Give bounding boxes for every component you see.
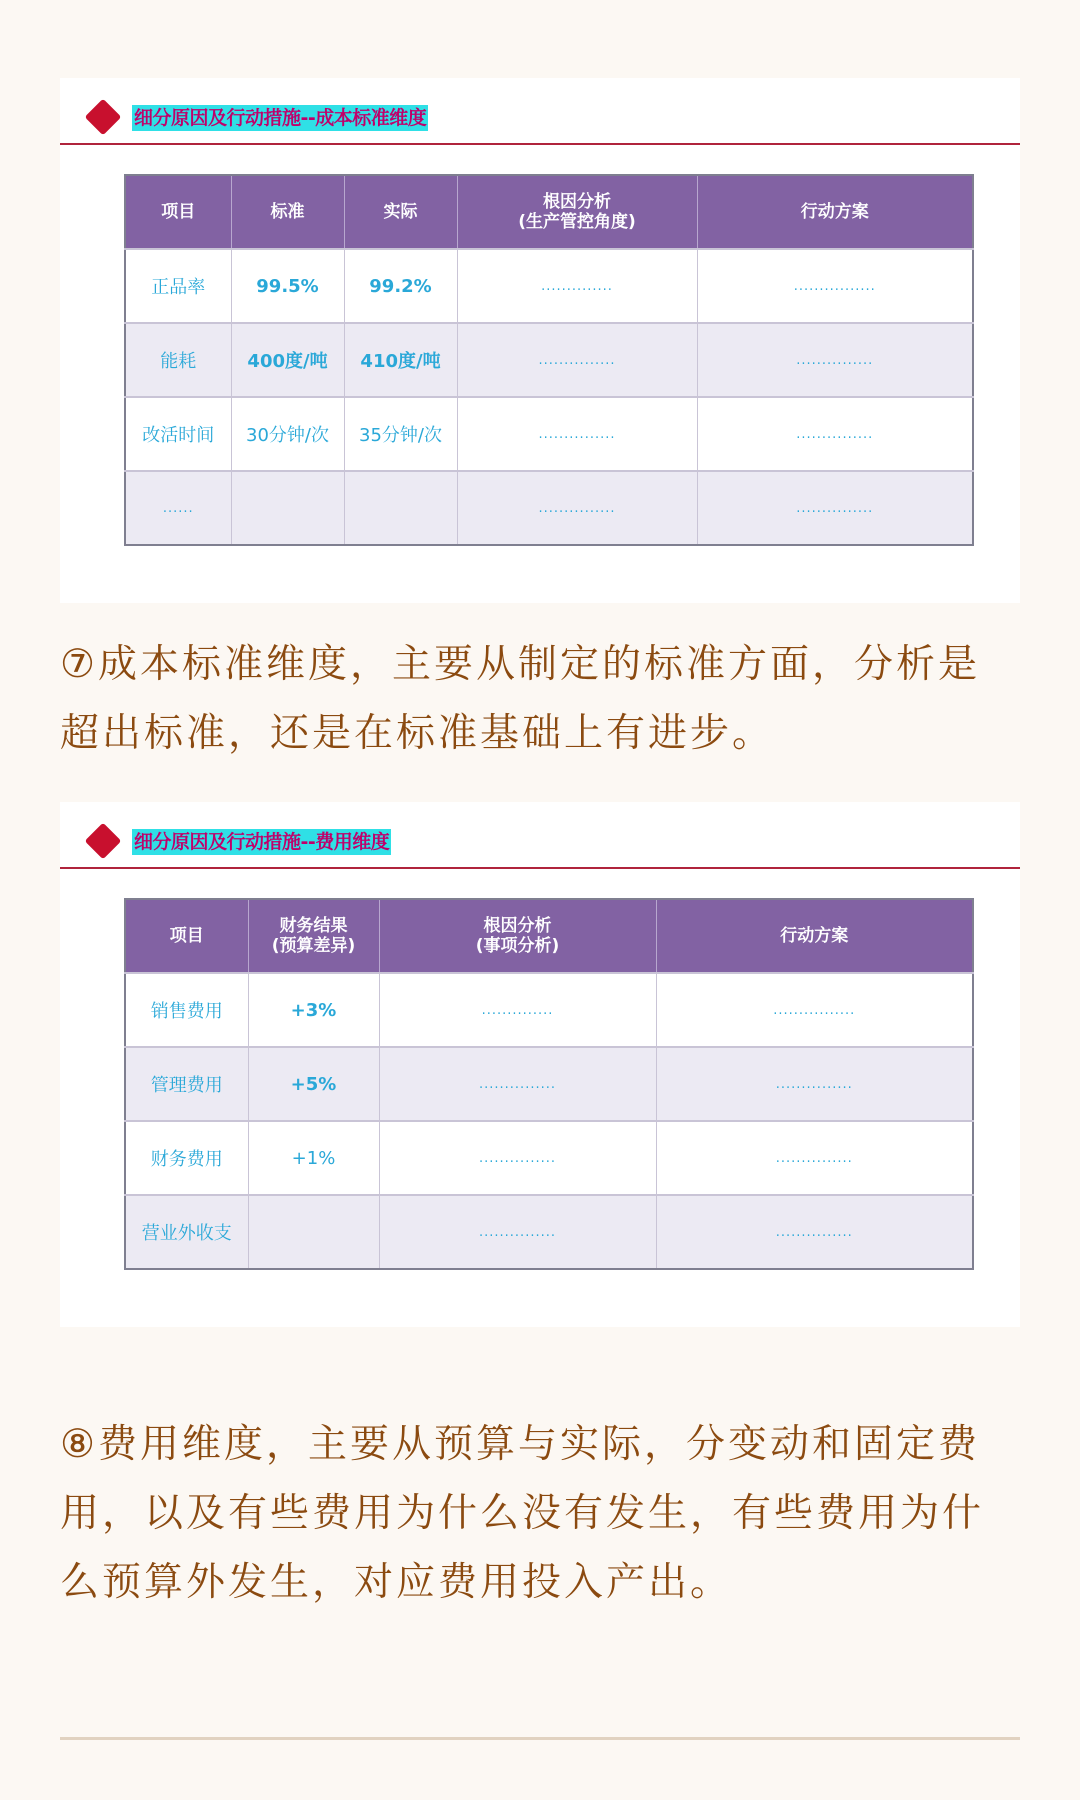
cell-financial-result: +3%: [248, 973, 379, 1047]
cell-item: 正品率: [125, 249, 231, 323]
cell-actual: [344, 471, 457, 545]
header-financial-result: 财务结果 (预算差异): [248, 899, 379, 973]
cell-root-cause: ..............: [379, 973, 656, 1047]
table-row: [125, 397, 973, 471]
expense-slide: [60, 802, 1020, 1327]
header-rule: [60, 143, 1020, 145]
expense-table: [124, 898, 974, 1270]
cell-actual: 35分钟/次: [344, 397, 457, 471]
header-item: 项目: [125, 175, 231, 249]
table-row: [125, 471, 973, 545]
cell-item: 能耗: [125, 323, 231, 397]
table-row: [125, 323, 973, 397]
paragraph-cost-standard: ⑦成本标准维度，主要从制定的标准方面，分析是超出标准，还是在标准基础上有进步。: [60, 642, 980, 756]
cell-standard: 400度/吨: [231, 323, 344, 397]
header-action-plan: 行动方案: [697, 175, 973, 249]
cell-financial-result: [248, 1195, 379, 1269]
cell-standard: 30分钟/次: [231, 397, 344, 471]
cell-root-cause: ...............: [379, 1047, 656, 1121]
cell-actual: 99.2%: [344, 249, 457, 323]
bottom-divider: [60, 1737, 1020, 1740]
header-item: 项目: [125, 899, 248, 973]
cell-action-plan: ................: [656, 973, 973, 1047]
cell-action-plan: ...............: [697, 323, 973, 397]
slide-header: [60, 78, 1020, 148]
cell-item: 营业外收支: [125, 1195, 248, 1269]
cell-actual: 410度/吨: [344, 323, 457, 397]
cell-action-plan: ...............: [697, 471, 973, 545]
cell-item: ......: [125, 471, 231, 545]
header-actual: 实际: [344, 175, 457, 249]
table-row: [125, 1121, 973, 1195]
table-header-row: [125, 899, 973, 973]
header-root-cause: 根因分析 (事项分析): [379, 899, 656, 973]
header-rule: [60, 867, 1020, 869]
table-row: [125, 249, 973, 323]
cell-item: 财务费用: [125, 1121, 248, 1195]
cell-action-plan: ...............: [656, 1195, 973, 1269]
table-row: [125, 973, 973, 1047]
header-standard: 标准: [231, 175, 344, 249]
header-root-cause: 根因分析 (生产管控角度): [457, 175, 697, 249]
paragraph-expense: ⑧费用维度，主要从预算与实际，分变动和固定费用，以及有些费用为什么没有发生，有些费用为什么预算外发生，对应费用投入产出。: [60, 1422, 985, 1605]
slide-title: 细分原因及行动措施--费用维度: [134, 831, 390, 853]
cell-financial-result: +5%: [248, 1047, 379, 1121]
cell-item: 管理费用: [125, 1047, 248, 1121]
table-header-row: [125, 175, 973, 249]
cell-root-cause: ...............: [457, 323, 697, 397]
cost-standard-table: [124, 174, 974, 546]
cell-root-cause: ...............: [379, 1195, 656, 1269]
cell-item: 销售费用: [125, 973, 248, 1047]
cell-action-plan: ...............: [656, 1121, 973, 1195]
cell-action-plan: ...............: [656, 1047, 973, 1121]
table-row: [125, 1195, 973, 1269]
slide-title: 细分原因及行动措施--成本标准维度: [134, 107, 427, 129]
cell-standard: 99.5%: [231, 249, 344, 323]
cell-financial-result: +1%: [248, 1121, 379, 1195]
cell-root-cause: ..............: [457, 249, 697, 323]
cell-root-cause: ...............: [457, 471, 697, 545]
cell-standard: [231, 471, 344, 545]
cell-item: 改活时间: [125, 397, 231, 471]
red-diamond-icon: [85, 823, 122, 860]
slide-header: [60, 802, 1020, 872]
cell-action-plan: ...............: [697, 397, 973, 471]
table-row: [125, 1047, 973, 1121]
cell-root-cause: ...............: [379, 1121, 656, 1195]
red-diamond-icon: [85, 99, 122, 136]
cell-root-cause: ...............: [457, 397, 697, 471]
cost-standard-slide: [60, 78, 1020, 603]
header-action-plan: 行动方案: [656, 899, 973, 973]
cell-action-plan: ................: [697, 249, 973, 323]
